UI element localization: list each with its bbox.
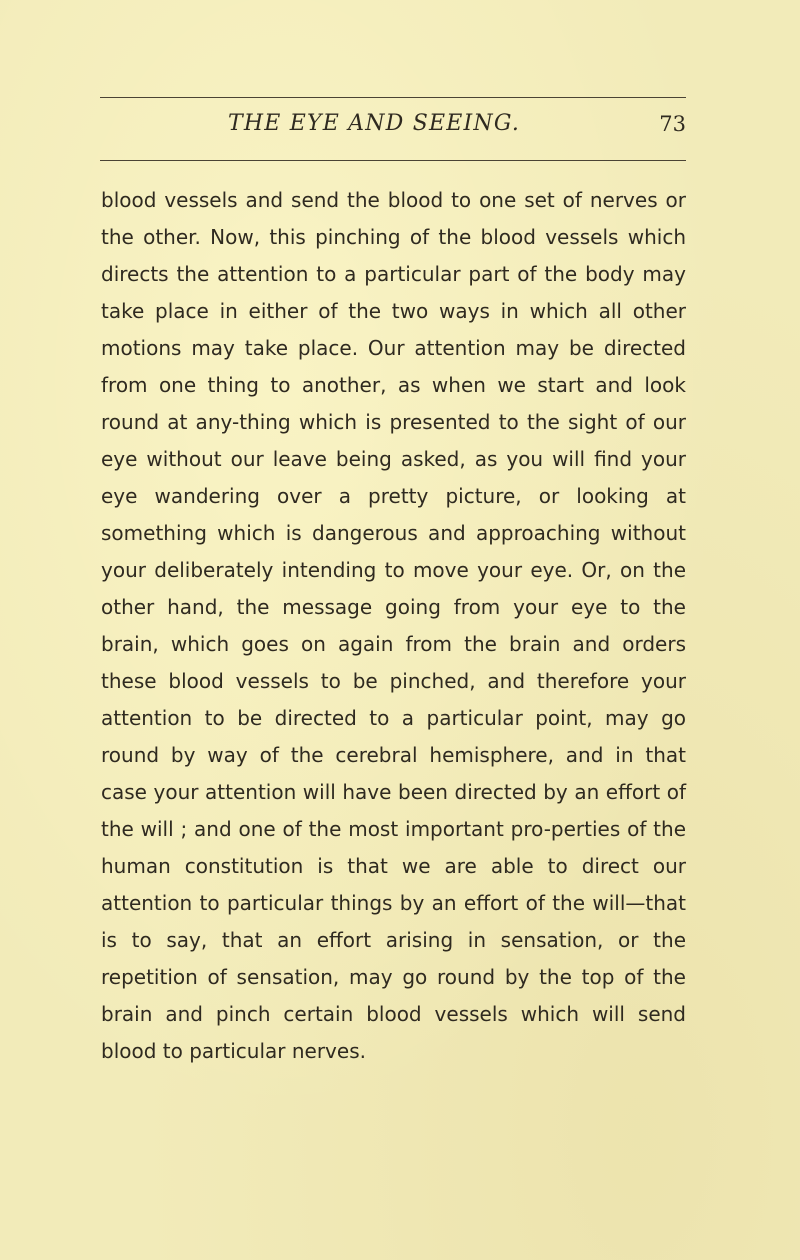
page-number: 73 xyxy=(659,112,686,136)
running-title: THE EYE AND SEEING. xyxy=(228,111,521,136)
header-bottom-rule xyxy=(100,160,686,161)
running-head xyxy=(100,111,686,145)
body-paragraph: blood vessels and send the blood to one set of nerves or the other. Now, this pinching of the blood vessels which directs the attention to a particular part of the body may take place in either of the two ways in which all other motions may take place. Our attention may be directed from one thing to another, as when we start and look round at any-thing which is presented to the sight of our eye without our leave being asked, as you will find your eye wandering over a pretty picture, or looking at something which is dangerous and approaching without your deliberately intending to move your eye. Or, on the other hand, the message going from your eye to the brain, which goes on again from the brain and orders these blood vessels to be pinched, and therefore your attention to be directed to a particular point, may go round by way of the cerebral hemisphere, and in that case your attention will have been directed by an effort of the will ; and one of the most important pro-perties of the human constitution is that we are able to direct our attention to particular things by an effort of the will—that is to say, that an effort arising in sensation, or the repetition of sensation, may go round by the top of the brain and pinch certain blood vessels which will send blood to particular nerves. xyxy=(101,188,686,1063)
header-top-rule xyxy=(100,97,686,98)
